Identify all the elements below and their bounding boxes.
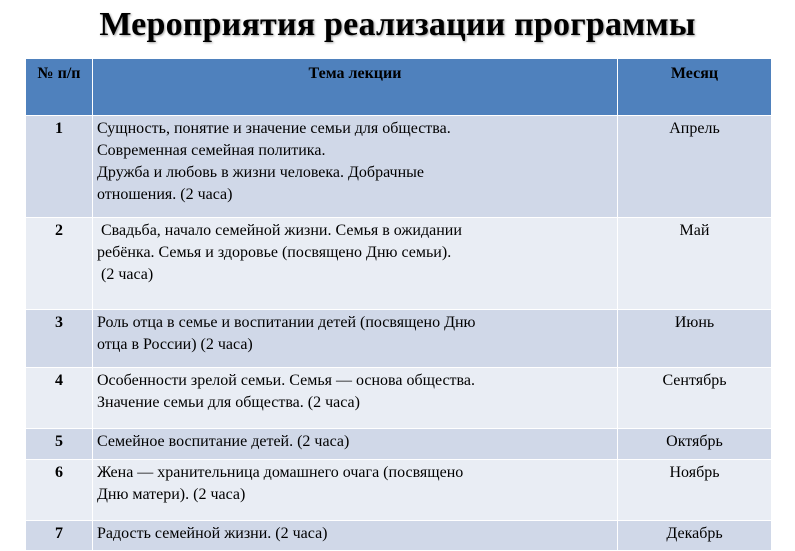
column-header-topic: Тема лекции	[93, 59, 618, 116]
topic-line: ребёнка. Семья и здоровье (посвящено Дню семьи).	[97, 244, 452, 261]
month-cell: Апрель	[618, 116, 772, 218]
topic-line: Жена — хранительница домашнего очага (посвящено	[97, 464, 464, 481]
row-number: 4	[26, 368, 93, 429]
lecture-topic	[93, 368, 618, 429]
month-cell: Май	[618, 218, 772, 310]
table-row	[26, 116, 772, 218]
topic-line: Семейное воспитание детей. (2 часа)	[97, 433, 350, 450]
row-number: 1	[26, 116, 93, 218]
table-row	[26, 310, 772, 368]
lecture-topic	[93, 460, 618, 521]
lecture-topic	[93, 116, 618, 218]
month-cell: Декабрь	[618, 521, 772, 551]
topic-line: отношения. (2 часа)	[97, 186, 233, 203]
table-row	[26, 460, 772, 521]
topic-line: отца в России) (2 часа)	[97, 336, 253, 353]
month-cell: Октябрь	[618, 429, 772, 460]
page-title: Мероприятия реализации программы	[99, 6, 696, 43]
program-table	[25, 58, 772, 551]
lecture-topic	[93, 521, 618, 551]
topic-line: Роль отца в семье и воспитании детей (посвящено Дню	[97, 314, 476, 331]
topic-line: Радость семейной жизни. (2 часа)	[97, 525, 328, 542]
month-cell: Ноябрь	[618, 460, 772, 521]
month-cell: Сентябрь	[618, 368, 772, 429]
table-row	[26, 521, 772, 551]
column-header-month: Месяц	[618, 59, 772, 116]
column-header-num: № п/п	[26, 59, 93, 116]
row-number: 6	[26, 460, 93, 521]
lecture-topic	[93, 218, 618, 310]
row-number: 2	[26, 218, 93, 310]
lecture-topic	[93, 429, 618, 460]
topic-line: Дню матери). (2 часа)	[97, 486, 246, 503]
topic-line: Свадьба, начало семейной жизни. Семья в ожидании	[97, 222, 462, 239]
row-number: 3	[26, 310, 93, 368]
topic-line: (2 часа)	[97, 266, 154, 283]
month-cell: Июнь	[618, 310, 772, 368]
topic-line: Современная семейная политика.	[97, 142, 326, 159]
topic-line: Дружба и любовь в жизни человека. Добрачные	[97, 164, 424, 181]
table-header-row	[26, 59, 772, 116]
topic-line: Значение семьи для общества. (2 часа)	[97, 394, 360, 411]
table-row	[26, 429, 772, 460]
table-row	[26, 218, 772, 310]
topic-line: Особенности зрелой семьи. Семья — основа общества.	[97, 372, 475, 389]
row-number: 5	[26, 429, 93, 460]
table-row	[26, 368, 772, 429]
topic-line: Сущность, понятие и значение семьи для общества.	[97, 120, 451, 137]
row-number: 7	[26, 521, 93, 551]
lecture-topic	[93, 310, 618, 368]
